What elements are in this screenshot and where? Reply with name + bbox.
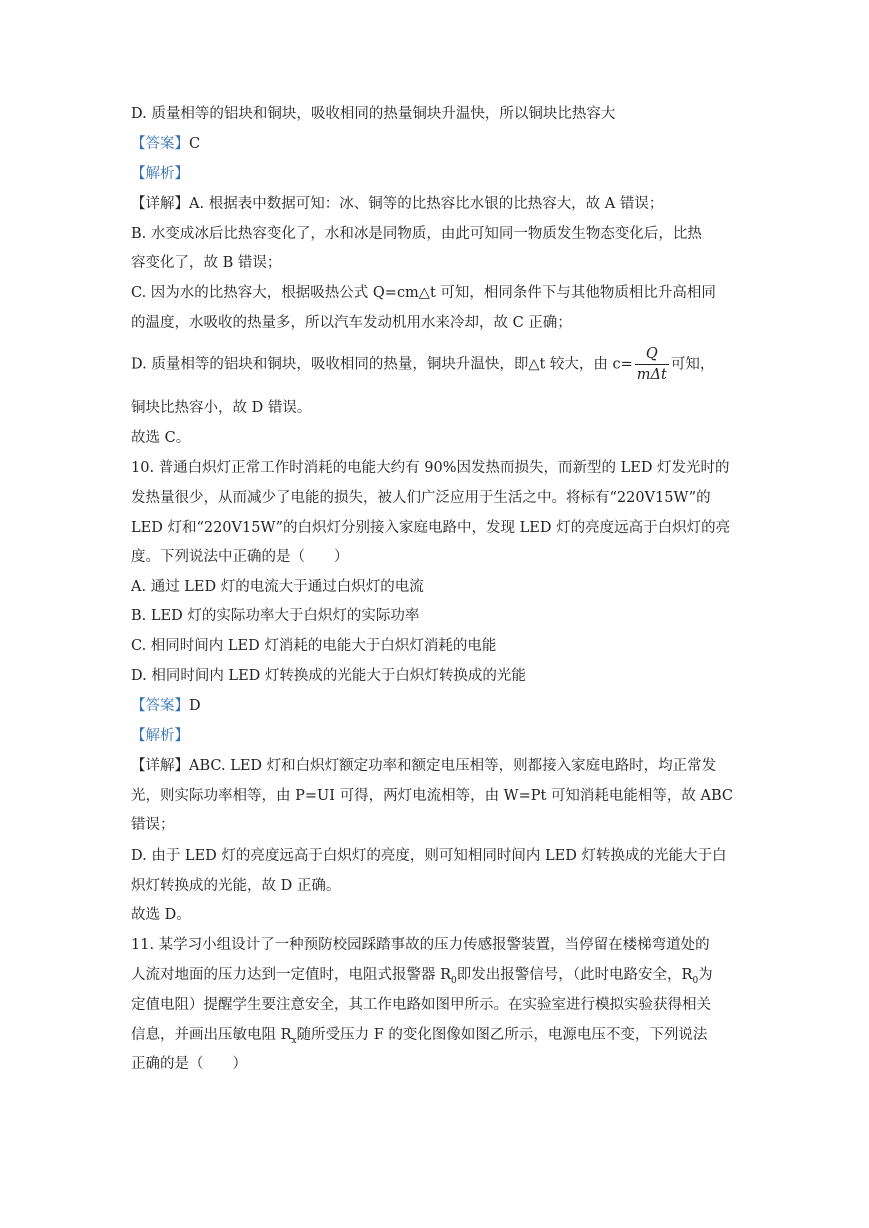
q10-conclusion: 故选 D。: [131, 907, 191, 923]
stem-text: 为: [698, 967, 713, 983]
q10-answer-line: [131, 696, 201, 716]
stem-text: 信息，并画出压敏电阻 R: [131, 1027, 292, 1043]
detail-tag: 【详解】: [131, 196, 189, 212]
heat-capacity-formula: [635, 344, 669, 385]
q10-detail-abc2: 光，则实际功率相等，由 P=UI 可得，两灯电流相等，由 W=Pt 可知消耗电能相等，故 ABC: [131, 788, 734, 804]
detail-d-text: D. 质量相等的铝块和铜块，吸收相同的热量，铜块升温快，即△t 较大，由 c=: [131, 356, 633, 373]
q10-option-b: B. LED 灯的实际功率大于白炽灯的实际功率: [131, 608, 420, 624]
answer-value: C: [189, 136, 201, 152]
q11-stem-4: [131, 1025, 707, 1051]
answer-tag: 【答案】: [131, 698, 189, 714]
q9-detail-a: [131, 194, 663, 214]
subscript: x: [291, 1035, 297, 1046]
analysis-tag: 【解析】: [131, 728, 189, 744]
q10-detail-d1: D. 由于 LED 灯的亮度远高于白炽灯的亮度，则可知相同时间内 LED 灯转换成的光能大于白: [131, 848, 727, 864]
answer-value: D: [189, 698, 201, 714]
detail-text: A. 根据表中数据可知：冰、铜等的比热容比水银的比热容大，故 A 错误；: [189, 196, 664, 212]
q10-option-a: A. 通过 LED 灯的电流大于通过白炽灯的电流: [131, 579, 424, 595]
q10-detail-abc1: [131, 756, 716, 776]
subscript: 0: [692, 975, 699, 986]
q11-stem-5: 正确的是（ ）: [131, 1056, 247, 1072]
q11-stem-1: 11. 某学习小组设计了一种预防校园踩踏事故的压力传感报警装置，当停留在楼梯弯道处的: [131, 937, 710, 953]
q9-detail-b2: 容变化了，故 B 错误；: [131, 255, 282, 271]
q10-stem-1: 10. 普通白炽灯正常工作时消耗的电能大约有 90%因发热而损失，而新型的 LED 灯发光时的: [131, 460, 730, 476]
q9-detail-b1: B. 水变成冰后比热容变化了，水和冰是同物质，由此可知同一物质发生物态变化后，比热: [131, 226, 702, 242]
formula-denominator: mΔt: [636, 367, 667, 383]
q10-stem-2: 发热量很少，从而减少了电能的损失，被人们广泛应用于生活之中。将标有“220V15W”的: [131, 490, 711, 506]
q9-conclusion: 故选 C。: [131, 430, 191, 446]
formula-numerator: Q: [635, 344, 669, 365]
q9-option-d: D. 质量相等的铝块和铜块，吸收相同的热量铜块升温快，所以铜块比热容大: [131, 106, 616, 122]
q10-option-c: C. 相同时间内 LED 灯消耗的电能大于白炽灯消耗的电能: [131, 638, 497, 654]
detail-d-suffix: 可知，: [670, 356, 715, 373]
q9-detail-d1: [131, 344, 714, 385]
q9-detail-c2: 的温度，水吸收的热量多，所以汽车发动机用水来冷却，故 C 正确；: [131, 315, 572, 331]
detail-tag: 【详解】: [131, 758, 189, 774]
subscript: 0: [451, 975, 457, 986]
q10-stem-4: 度。下列说法中正确的是（ ）: [131, 549, 349, 565]
q9-detail-c1: C. 因为水的比热容大，根据吸热公式 Q=cm△t 可知，相同条件下与其他物质相比升高相同: [131, 285, 716, 301]
q10-stem-3: LED 灯和“220V15W”的白炽灯分别接入家庭电路中，发现 LED 灯的亮度远高于白炽灯的亮: [131, 520, 731, 536]
q10-option-d: D. 相同时间内 LED 灯转换成的光能大于白炽灯转换成的光能: [131, 668, 526, 684]
answer-tag: 【答案】: [131, 136, 189, 152]
q11-stem-3: 定值电阻）提醒学生要注意安全，其工作电路如图甲所示。在实验室进行模拟实验获得相关: [131, 997, 711, 1013]
q9-detail-d2: 铜块比热容小，故 D 错误。: [131, 400, 312, 416]
stem-text: 即发出报警信号，（此时电路安全，R: [456, 967, 693, 983]
stem-text: 随所受压力 F 的变化图像如图乙所示，电源电压不变，下列说法: [296, 1027, 708, 1043]
detail-text: ABC. LED 灯和白炽灯额定功率和额定电压相等，则都接入家庭电路时，均正常发: [189, 758, 717, 774]
analysis-tag: 【解析】: [131, 166, 189, 182]
q11-stem-2: [131, 965, 713, 991]
q9-answer-line: [131, 134, 200, 154]
q10-detail-abc3: 错误；: [131, 817, 175, 833]
stem-text: 人流对地面的压力达到一定值时，电阻式报警器 R: [131, 967, 452, 983]
q10-detail-d2: 炽灯转换成的光能，故 D 正确。: [131, 878, 341, 894]
